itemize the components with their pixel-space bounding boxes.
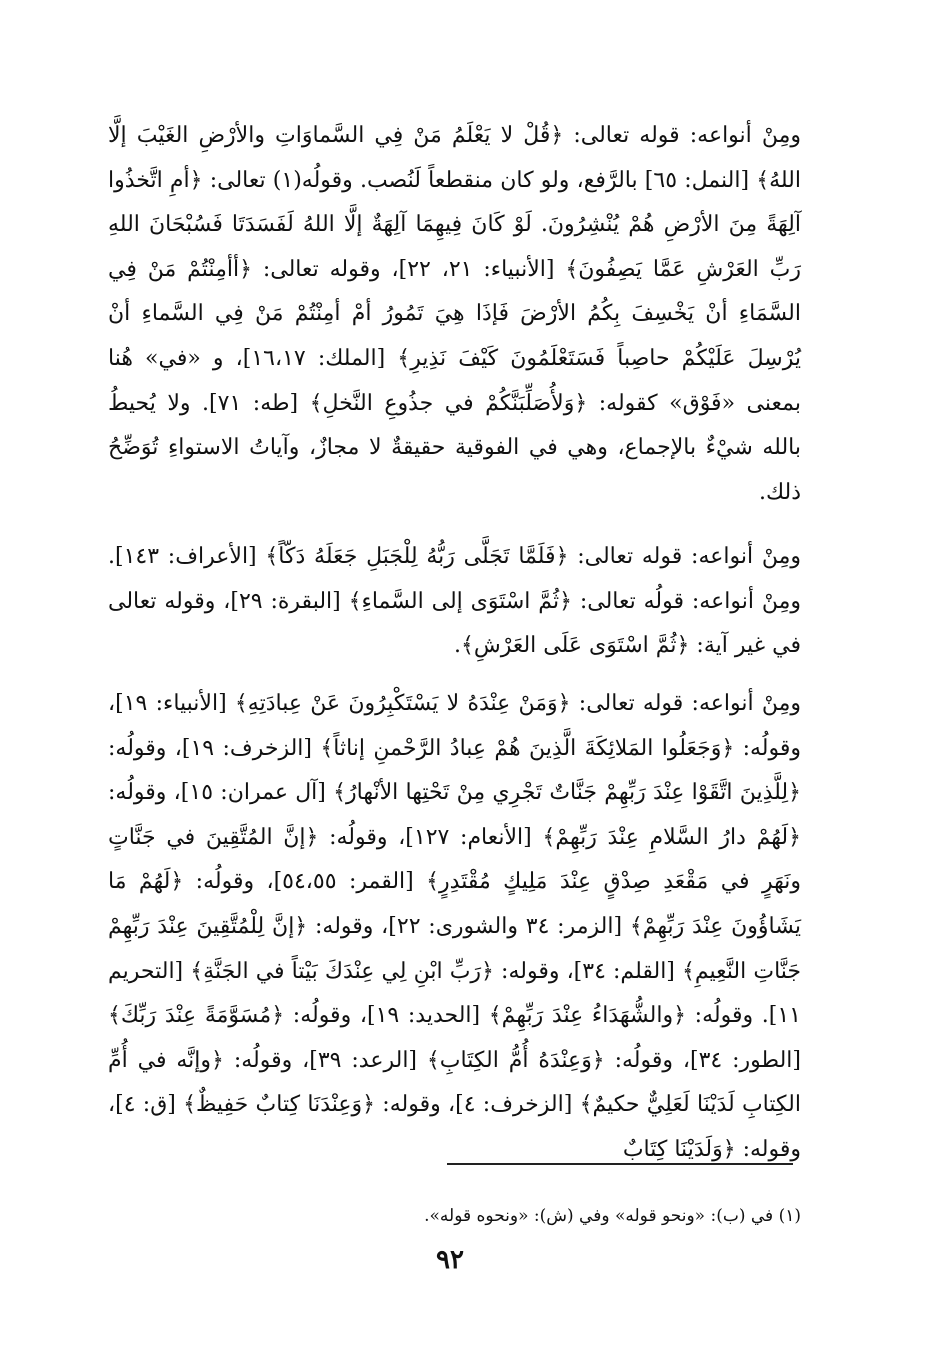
page-number: ٩٢ bbox=[436, 1245, 464, 1275]
footnote: (١) في (ب): «ونحو قوله» وفي (ش): «ونحوه قوله». bbox=[424, 1206, 801, 1226]
body-paragraph-2: ومِنْ أنواعه: قوله تعالى: ﴿فَلَمَّا تَجَلَّى رَبُّهُ لِلْجَبَلِ جَعَلَهُ دَكّاً﴾ [الأعراف: ١٤٣]. ومِنْ أنواعه: قولُه تعالى: ﴿ثُمَّ اسْتَوَى إلى السَّماءِ﴾ [البقرة: ٢٩]، وقوله تعالى في غير آية: ﴿ثُمَّ اسْتَوَى عَلَى العَرْشِ﴾. bbox=[108, 544, 801, 659]
body-paragraph-1: ومِنْ أنواعه: قوله تعالى: ﴿قُلْ لا يَعْلَمُ مَنْ فِي السَّماوَاتِ والأرْضِ الغَيْبَ إلَّا اللهُ﴾ [النمل: ٦٥] بالرَّفع، ولو كان منقطعاً لَنُصب. وقولُه(١) تعالى: ﴿أمِ اتَّخذُوا آلِهَةً مِنَ الأرْضِ هُمْ يُنْشِرُونَ. لَوْ كَانَ فِيهِمَا آلِهَةٌ إلَّا اللهُ لَفَسَدَتَا فَسُبْحَانَ اللهِ رَبِّ العَرْشِ عَمَّا يَصِفُونَ﴾ [الأنبياء: ٢١، ٢٢]، وقوله تعالى: ﴿أأمِنْتُمْ مَنْ فِي السَّمَاءِ أنْ يَخْسِفَ بِكُمُ الأرْضَ فَإذَا هِيَ تَمُورُ أمْ أمِنْتُمْ مَنْ فِي السَّماءِ أنْ يُرْسِلَ عَلَيْكُمْ حاصِباً فَسَتَعْلَمُونَ كَيْفَ نَذِيرِ﴾ [الملك: ١٦،١٧]، و «في» هُنا بمعنى «فَوْق» كقوله: ﴿وَلأُصَلِّبَنَّكُمْ في جذُوعِ النَّخلِ﴾ [طه: ٧١]. ولا يُحيطُ بالله شيْءٌ بالإجماع، وهي في الفوقية حقيقةٌ لا مجازٌ، وآياتُ الاستواءِ تُوَضِّحُ ذلك. bbox=[108, 123, 802, 505]
footnote-separator bbox=[447, 1163, 793, 1165]
body-paragraph-3: ومِنْ أنواعه: قوله تعالى: ﴿وَمَنْ عِنْدَهُ لا يَسْتَكْبِرُونَ عَنْ عِبادَتِهِ﴾ [الأنبياء: ١٩]، وقولُه: ﴿وَجَعَلُوا المَلائِكَةَ الَّذِينَ هُمْ عِبادُ الرَّحْمنِ إناثاً﴾ [الزخرف: ١٩]، وقولُه: ﴿لِلَّذِينَ اتَّقَوْا عِنْدَ رَبِّهِمْ جَنَّاتٌ تَجْرِي مِنْ تَحْتِها الأنْهارُ﴾ [آل عمران: ١٥]، وقولُه: ﴿لَهُمْ دارُ السَّلامِ عِنْدَ رَبِّهِمْ﴾ [الأنعام: ١٢٧]، وقولُه: ﴿إنَّ المُتَّقِينَ في جَنَّاتٍ ونَهَرٍ في مَقْعَدِ صِدْقٍ عِنْدَ مَلِيكٍ مُقْتَدِرٍ﴾ [القمر: ٥٤،٥٥]، وقولُه: ﴿لَهُمْ مَا يَشَاؤُونَ عِنْدَ رَبِّهِمْ﴾ [الزمر: ٣٤ والشورى: ٢٢]، وقوله: ﴿إنَّ لِلْمُتَّقِينَ عِنْدَ رَبِّهِمْ جَنَّاتِ النَّعِيمِ﴾ [القلم: ٣٤]، وقوله: ﴿رَبِّ ابْنِ لِي عِنْدَكَ بَيْتاً في الجَنَّةِ﴾ [التحريم ١١]. وقولُه: ﴿والشُّهَدَاءُ عِنْدَ رَبِّهِمْ﴾ [الحديد: ١٩]، وقولُه: ﴿مُسَوَّمَةً عِنْدَ رَبِّكَ﴾ [الطور: ٣٤]، وقولُه: ﴿وَعِنْدَهُ أُمُّ الكِتَابِ﴾ [الرعد: ٣٩]، وقولُه: ﴿وإنَّه في أُمِّ الكِتابِ لَدَيْنَا لَعَلِيٌّ حكيمٌ﴾ [الزخرف: ٤]، وقوله: ﴿وَعِنْدَنَا كِتابٌ حَفِيظٌ﴾ [ق: ٤]، وقوله: ﴿وَلَدَيْنَا كِتَابٌ bbox=[108, 691, 802, 1162]
